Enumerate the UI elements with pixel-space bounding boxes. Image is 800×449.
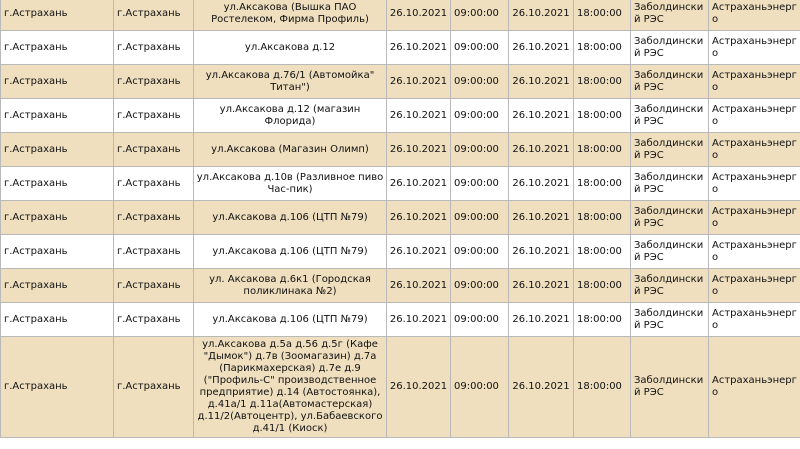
res-cell: Заболдинский РЭС <box>631 269 709 303</box>
city-cell: г.Астрахань <box>114 303 194 337</box>
organization-cell: Астраханьэнерго <box>709 167 800 201</box>
city-cell: г.Астрахань <box>114 269 194 303</box>
end-date-cell: 26.10.2021 <box>509 99 574 133</box>
organization-cell: Астраханьэнерго <box>709 133 800 167</box>
address-cell: ул.Аксакова (Магазин Олимп) <box>194 133 387 167</box>
res-cell: Заболдинский РЭС <box>631 201 709 235</box>
table-body <box>1 0 800 438</box>
organization-cell: Астраханьэнерго <box>709 0 800 31</box>
res-cell: Заболдинский РЭС <box>631 31 709 65</box>
city-cell: г.Астрахань <box>114 0 194 31</box>
start-date-cell: 26.10.2021 <box>387 303 451 337</box>
start-date-cell: 26.10.2021 <box>387 337 451 438</box>
table-row <box>1 337 800 438</box>
start-time-cell: 09:00:00 <box>451 167 509 201</box>
address-cell: ул.Аксакова д.12 <box>194 31 387 65</box>
address-cell: ул.Аксакова д.106 (ЦТП №79) <box>194 303 387 337</box>
city-cell: г.Астрахань <box>114 167 194 201</box>
end-time-cell: 18:00:00 <box>574 167 631 201</box>
res-cell: Заболдинский РЭС <box>631 303 709 337</box>
table-row <box>1 65 800 99</box>
organization-cell: Астраханьэнерго <box>709 99 800 133</box>
region-cell: г.Астрахань <box>1 201 114 235</box>
start-time-cell: 09:00:00 <box>451 65 509 99</box>
region-cell: г.Астрахань <box>1 99 114 133</box>
res-cell: Заболдинский РЭС <box>631 133 709 167</box>
city-cell: г.Астрахань <box>114 337 194 438</box>
res-cell: Заболдинский РЭС <box>631 0 709 31</box>
end-time-cell: 18:00:00 <box>574 99 631 133</box>
end-time-cell: 18:00:00 <box>574 133 631 167</box>
table-row <box>1 133 800 167</box>
address-cell: ул.Аксакова д.106 (ЦТП №79) <box>194 201 387 235</box>
city-cell: г.Астрахань <box>114 201 194 235</box>
start-date-cell: 26.10.2021 <box>387 65 451 99</box>
end-time-cell: 18:00:00 <box>574 201 631 235</box>
region-cell: г.Астрахань <box>1 235 114 269</box>
start-time-cell: 09:00:00 <box>451 0 509 31</box>
address-cell: ул.Аксакова д.5а д.56 д.5г (Кафе "Дымок") д.7в (Зоомагазин) д.7а (Парикмахерская) д.7е д.9 ("Профиль-С" производственное предприятие) д.14 (Автостоянка), д.41а/1 д.11а(Автомастерская) д.11/2(Автоцентр), ул.Бабаевского д.41/1 (Киоск) <box>194 337 387 438</box>
city-cell: г.Астрахань <box>114 235 194 269</box>
end-date-cell: 26.10.2021 <box>509 269 574 303</box>
region-cell: г.Астрахань <box>1 269 114 303</box>
res-cell: Заболдинский РЭС <box>631 235 709 269</box>
table-row <box>1 0 800 31</box>
organization-cell: Астраханьэнерго <box>709 337 800 438</box>
end-date-cell: 26.10.2021 <box>509 337 574 438</box>
address-cell: ул.Аксакова д.106 (ЦТП №79) <box>194 235 387 269</box>
table-row <box>1 99 800 133</box>
start-time-cell: 09:00:00 <box>451 201 509 235</box>
organization-cell: Астраханьэнерго <box>709 65 800 99</box>
organization-cell: Астраханьэнерго <box>709 31 800 65</box>
region-cell: г.Астрахань <box>1 337 114 438</box>
end-time-cell: 18:00:00 <box>574 269 631 303</box>
organization-cell: Астраханьэнерго <box>709 235 800 269</box>
end-date-cell: 26.10.2021 <box>509 133 574 167</box>
res-cell: Заболдинский РЭС <box>631 337 709 438</box>
end-time-cell: 18:00:00 <box>574 303 631 337</box>
city-cell: г.Астрахань <box>114 133 194 167</box>
end-date-cell: 26.10.2021 <box>509 235 574 269</box>
start-time-cell: 09:00:00 <box>451 31 509 65</box>
start-date-cell: 26.10.2021 <box>387 0 451 31</box>
start-date-cell: 26.10.2021 <box>387 99 451 133</box>
start-date-cell: 26.10.2021 <box>387 133 451 167</box>
res-cell: Заболдинский РЭС <box>631 99 709 133</box>
address-cell: ул.Аксакова д.12 (магазин Флорида) <box>194 99 387 133</box>
start-time-cell: 09:00:00 <box>451 99 509 133</box>
table-row <box>1 201 800 235</box>
start-time-cell: 09:00:00 <box>451 133 509 167</box>
address-cell: ул. Аксакова д.6к1 (Городская поликлинака №2) <box>194 269 387 303</box>
table-row <box>1 235 800 269</box>
table-row <box>1 31 800 65</box>
region-cell: г.Астрахань <box>1 31 114 65</box>
end-time-cell: 18:00:00 <box>574 65 631 99</box>
end-date-cell: 26.10.2021 <box>509 31 574 65</box>
start-date-cell: 26.10.2021 <box>387 201 451 235</box>
region-cell: г.Астрахань <box>1 303 114 337</box>
city-cell: г.Астрахань <box>114 65 194 99</box>
end-date-cell: 26.10.2021 <box>509 167 574 201</box>
city-cell: г.Астрахань <box>114 99 194 133</box>
region-cell: г.Астрахань <box>1 0 114 31</box>
table-row <box>1 303 800 337</box>
city-cell: г.Астрахань <box>114 31 194 65</box>
end-time-cell: 18:00:00 <box>574 337 631 438</box>
address-cell: ул.Аксакова д.10в (Разливное пиво Час-пик) <box>194 167 387 201</box>
start-time-cell: 09:00:00 <box>451 269 509 303</box>
end-date-cell: 26.10.2021 <box>509 65 574 99</box>
start-time-cell: 09:00:00 <box>451 337 509 438</box>
end-date-cell: 26.10.2021 <box>509 0 574 31</box>
table-row <box>1 167 800 201</box>
start-date-cell: 26.10.2021 <box>387 167 451 201</box>
organization-cell: Астраханьэнерго <box>709 269 800 303</box>
start-date-cell: 26.10.2021 <box>387 269 451 303</box>
res-cell: Заболдинский РЭС <box>631 65 709 99</box>
end-time-cell: 18:00:00 <box>574 235 631 269</box>
address-cell: ул.Аксакова (Вышка ПАО Ростелеком, Фирма Профиль) <box>194 0 387 31</box>
region-cell: г.Астрахань <box>1 133 114 167</box>
region-cell: г.Астрахань <box>1 65 114 99</box>
start-date-cell: 26.10.2021 <box>387 235 451 269</box>
address-cell: ул.Аксакова д.76/1 (Автомойка" Титан") <box>194 65 387 99</box>
end-date-cell: 26.10.2021 <box>509 303 574 337</box>
end-time-cell: 18:00:00 <box>574 31 631 65</box>
region-cell: г.Астрахань <box>1 167 114 201</box>
start-time-cell: 09:00:00 <box>451 235 509 269</box>
organization-cell: Астраханьэнерго <box>709 201 800 235</box>
end-date-cell: 26.10.2021 <box>509 201 574 235</box>
end-time-cell: 18:00:00 <box>574 0 631 31</box>
organization-cell: Астраханьэнерго <box>709 303 800 337</box>
table-row <box>1 269 800 303</box>
start-date-cell: 26.10.2021 <box>387 31 451 65</box>
start-time-cell: 09:00:00 <box>451 303 509 337</box>
res-cell: Заболдинский РЭС <box>631 167 709 201</box>
